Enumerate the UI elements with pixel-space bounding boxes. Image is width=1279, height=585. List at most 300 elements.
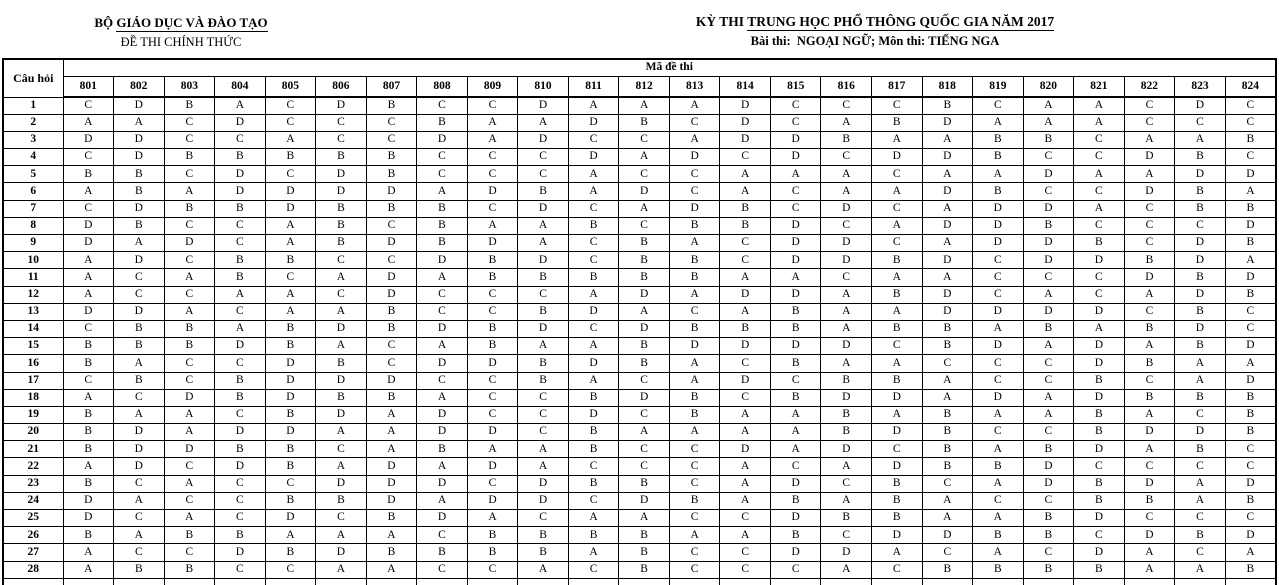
answer-cell: D [770, 217, 821, 234]
answer-cell: B [316, 200, 367, 217]
answer-cell: B [568, 441, 619, 458]
answer-cell: B [619, 475, 670, 492]
answer-cell: C [215, 492, 266, 509]
exam-code-header: 806 [316, 76, 367, 97]
answer-row [3, 389, 1276, 406]
answer-row [3, 406, 1276, 423]
answer-cell: B [366, 510, 417, 527]
answer-cell: B [872, 286, 923, 303]
answer-cell: B [1225, 131, 1276, 148]
answer-cell: C [1225, 97, 1276, 114]
answer-cell: C [1175, 406, 1226, 423]
answer-cell: C [518, 166, 569, 183]
answer-cell: D [164, 441, 215, 458]
answer-cell: B [1074, 406, 1125, 423]
answer-cell: B [114, 372, 165, 389]
question-number-cell: 19 [3, 406, 63, 423]
answer-cell: A [1124, 286, 1175, 303]
answer-row [3, 200, 1276, 217]
answer-cell: B [568, 269, 619, 286]
answer-cell: B [366, 303, 417, 320]
answer-cell: C [1023, 269, 1074, 286]
answer-cell: C [265, 166, 316, 183]
answer-cell: A [63, 286, 114, 303]
answer-row [3, 114, 1276, 131]
answer-cell: D [417, 475, 468, 492]
answer-cell: B [1023, 510, 1074, 527]
answer-cell [568, 578, 619, 585]
answer-cell: C [872, 561, 923, 578]
answer-cell: C [619, 217, 670, 234]
answer-cell: A [922, 269, 973, 286]
question-number-cell: 17 [3, 372, 63, 389]
answer-cell: A [1124, 544, 1175, 561]
answer-cell: B [1175, 338, 1226, 355]
answer-cell [669, 578, 720, 585]
answer-cell: B [316, 492, 367, 509]
answer-cell: B [366, 97, 417, 114]
answer-cell: A [265, 235, 316, 252]
answer-cell: A [770, 424, 821, 441]
answer-cell: A [63, 389, 114, 406]
answer-cell: D [770, 544, 821, 561]
answer-cell: D [922, 252, 973, 269]
question-number-cell: 3 [3, 131, 63, 148]
answer-cell: C [417, 286, 468, 303]
answer-cell: A [872, 406, 923, 423]
answer-cell: D [215, 166, 266, 183]
answer-cell: B [417, 544, 468, 561]
answer-cell: B [821, 406, 872, 423]
answer-cell: C [1023, 355, 1074, 372]
answer-cell: B [619, 269, 670, 286]
answer-cell [164, 578, 215, 585]
answer-cell: C [1225, 458, 1276, 475]
answer-cell: B [669, 269, 720, 286]
answer-cell: D [366, 235, 417, 252]
answer-cell: A [973, 320, 1024, 337]
answer-cell: D [720, 114, 771, 131]
answer-cell: D [467, 355, 518, 372]
exam-code-header: 810 [518, 76, 569, 97]
answer-cell: C [770, 372, 821, 389]
answer-cell: C [417, 303, 468, 320]
answer-cell: C [518, 406, 569, 423]
answer-cell: C [770, 114, 821, 131]
answer-cell: B [669, 217, 720, 234]
answer-cell: C [215, 217, 266, 234]
answer-cell: C [720, 510, 771, 527]
answer-cell: B [114, 338, 165, 355]
answer-cell: D [316, 406, 367, 423]
question-number-cell: 2 [3, 114, 63, 131]
answer-cell: C [973, 372, 1024, 389]
answer-cell: D [568, 114, 619, 131]
answer-cell: B [1023, 561, 1074, 578]
answer-cell: A [1175, 372, 1226, 389]
answer-cell: A [720, 424, 771, 441]
answer-cell: B [467, 320, 518, 337]
answer-cell: A [669, 372, 720, 389]
exam-code-header: 822 [1124, 76, 1175, 97]
answer-cell: B [770, 303, 821, 320]
answer-cell: B [164, 97, 215, 114]
answer-cell: D [770, 510, 821, 527]
answer-cell: C [922, 475, 973, 492]
exam-code-group-header: Mã đề thi [63, 59, 1276, 76]
answer-cell: D [63, 235, 114, 252]
answer-cell: B [1074, 475, 1125, 492]
answer-cell: A [821, 561, 872, 578]
answer-row [3, 166, 1276, 183]
cut-off-row [3, 578, 1276, 585]
answer-cell: C [872, 338, 923, 355]
answer-cell: D [417, 355, 468, 372]
answer-cell: D [114, 424, 165, 441]
answer-cell: B [1225, 406, 1276, 423]
answer-cell: C [1124, 458, 1175, 475]
answer-cell: C [467, 149, 518, 166]
answer-cell: A [872, 355, 923, 372]
answer-cell: C [467, 166, 518, 183]
answer-cell: A [872, 183, 923, 200]
answer-cell: D [720, 286, 771, 303]
answer-row [3, 561, 1276, 578]
answer-cell: A [265, 527, 316, 544]
answer-cell [922, 578, 973, 585]
answer-cell: C [114, 286, 165, 303]
answer-cell: B [518, 183, 569, 200]
question-column-header: Câu hỏi [3, 59, 63, 97]
answer-cell: D [417, 424, 468, 441]
answer-cell: D [366, 183, 417, 200]
answer-cell: A [1175, 131, 1226, 148]
answer-cell: C [619, 406, 670, 423]
question-number-cell: 28 [3, 561, 63, 578]
answer-cell: A [366, 424, 417, 441]
answer-cell: B [720, 217, 771, 234]
answer-cell: A [215, 286, 266, 303]
answer-cell [114, 578, 165, 585]
answer-row [3, 320, 1276, 337]
answer-cell: C [973, 269, 1024, 286]
answer-cell: D [922, 527, 973, 544]
answer-cell: B [114, 183, 165, 200]
answer-cell: A [63, 252, 114, 269]
answer-cell: D [770, 131, 821, 148]
answer-cell: B [568, 389, 619, 406]
answer-cell: C [63, 372, 114, 389]
answer-cell [1225, 578, 1276, 585]
answer-cell: A [872, 303, 923, 320]
answer-cell: D [568, 303, 619, 320]
answer-cell [770, 578, 821, 585]
answer-cell: D [114, 458, 165, 475]
answer-cell: C [417, 372, 468, 389]
answer-cell: A [164, 183, 215, 200]
answer-cell: A [1124, 406, 1175, 423]
answer-cell: B [417, 235, 468, 252]
answer-cell: A [1124, 166, 1175, 183]
answer-cell: B [1225, 561, 1276, 578]
answer-cell: C [518, 286, 569, 303]
answer-cell: B [63, 406, 114, 423]
answer-cell: D [467, 424, 518, 441]
answer-cell: B [872, 320, 923, 337]
answer-cell: A [669, 355, 720, 372]
answer-cell: D [518, 320, 569, 337]
answer-cell: B [1225, 424, 1276, 441]
answer-cell: C [114, 269, 165, 286]
answer-cell: A [973, 544, 1024, 561]
answer-cell: A [63, 114, 114, 131]
answer-cell: D [770, 286, 821, 303]
answer-cell: B [619, 235, 670, 252]
answer-cell: C [619, 372, 670, 389]
answer-cell: A [821, 320, 872, 337]
answer-cell: C [872, 166, 923, 183]
answer-cell: D [215, 114, 266, 131]
answer-cell: C [164, 355, 215, 372]
answer-cell: B [417, 114, 468, 131]
answer-cell: A [316, 424, 367, 441]
answer-cell: C [1023, 183, 1074, 200]
answer-cell: C [821, 475, 872, 492]
answer-cell: D [872, 149, 923, 166]
answer-cell: A [821, 492, 872, 509]
answer-cell: D [922, 217, 973, 234]
answer-cell: B [265, 544, 316, 561]
answer-cell: C [720, 389, 771, 406]
exam-title [640, 13, 1110, 30]
answer-cell: C [568, 252, 619, 269]
answer-cell: C [669, 510, 720, 527]
answer-cell: C [417, 149, 468, 166]
answer-cell: C [1175, 510, 1226, 527]
answer-cell: D [1225, 217, 1276, 234]
answer-cell: B [922, 441, 973, 458]
answer-cell: B [366, 544, 417, 561]
answer-cell: D [922, 286, 973, 303]
answer-cell: C [973, 252, 1024, 269]
answer-cell: C [720, 355, 771, 372]
answer-cell: B [316, 149, 367, 166]
answer-cell [265, 578, 316, 585]
answer-cell: A [63, 561, 114, 578]
answer-row [3, 269, 1276, 286]
answer-cell: C [669, 441, 720, 458]
answer-cell: B [366, 149, 417, 166]
answer-table [2, 58, 1277, 585]
answer-cell: C [973, 492, 1024, 509]
answer-cell: D [1175, 235, 1226, 252]
answer-cell: D [1124, 475, 1175, 492]
answer-cell: B [619, 252, 670, 269]
answer-cell: B [215, 200, 266, 217]
exam-subtitle: Bài thi: NGOẠI NGỮ; Môn thi: TIẾNG NGA [750, 34, 1000, 48]
answer-cell: A [63, 269, 114, 286]
answer-cell: C [215, 510, 266, 527]
answer-cell: B [669, 320, 720, 337]
answer-cell: C [316, 252, 367, 269]
answer-cell: A [215, 97, 266, 114]
answer-cell: B [973, 149, 1024, 166]
answer-cell: C [366, 217, 417, 234]
exam-code-header: 820 [1023, 76, 1074, 97]
answer-cell: A [872, 217, 923, 234]
answer-cell: D [720, 97, 771, 114]
answer-cell: C [265, 114, 316, 131]
answer-cell: A [114, 235, 165, 252]
answer-cell: C [568, 492, 619, 509]
answer-cell: B [215, 252, 266, 269]
answer-cell: A [1175, 355, 1226, 372]
answer-cell: D [1074, 544, 1125, 561]
answer-cell: D [619, 320, 670, 337]
answer-cell: B [872, 114, 923, 131]
answer-table-wrap [2, 58, 1277, 585]
answer-cell: C [467, 303, 518, 320]
answer-cell: D [265, 183, 316, 200]
answer-cell: C [669, 303, 720, 320]
question-number-cell: 5 [3, 166, 63, 183]
answer-cell: B [1175, 303, 1226, 320]
answer-cell: C [821, 269, 872, 286]
answer-cell: D [669, 200, 720, 217]
answer-cell: A [215, 320, 266, 337]
answer-cell: A [720, 183, 771, 200]
answer-cell: A [1124, 561, 1175, 578]
answer-cell: B [973, 527, 1024, 544]
answer-cell: D [872, 458, 923, 475]
answer-cell: D [720, 372, 771, 389]
answer-cell: B [114, 166, 165, 183]
answer-cell: B [114, 217, 165, 234]
answer-cell: A [720, 475, 771, 492]
answer-row [3, 424, 1276, 441]
answer-cell: C [1074, 149, 1125, 166]
answer-cell: C [619, 441, 670, 458]
answer-cell: C [720, 544, 771, 561]
answer-cell: A [821, 166, 872, 183]
answer-cell: A [417, 338, 468, 355]
question-number-cell: 11 [3, 269, 63, 286]
answer-cell: C [467, 286, 518, 303]
answer-cell: B [63, 441, 114, 458]
answer-cell [366, 578, 417, 585]
answer-cell: C [720, 252, 771, 269]
answer-cell: C [973, 97, 1024, 114]
answer-cell: B [1124, 355, 1175, 372]
answer-cell: C [518, 149, 569, 166]
answer-cell [619, 578, 670, 585]
answer-cell: D [619, 183, 670, 200]
answer-cell: A [922, 389, 973, 406]
answer-cell: C [1023, 372, 1074, 389]
answer-cell: D [568, 355, 619, 372]
answer-cell: D [770, 149, 821, 166]
answer-cell: D [1175, 166, 1226, 183]
answer-cell: B [821, 424, 872, 441]
answer-cell: A [114, 527, 165, 544]
answer-row [3, 217, 1276, 234]
answer-cell: A [619, 424, 670, 441]
answer-cell: A [669, 286, 720, 303]
question-number-cell: 27 [3, 544, 63, 561]
answer-cell: B [770, 492, 821, 509]
answer-row [3, 97, 1276, 114]
exam-code-header: 824 [1225, 76, 1276, 97]
answer-cell: B [1225, 235, 1276, 252]
answer-cell: B [1175, 149, 1226, 166]
question-number-cell: 15 [3, 338, 63, 355]
answer-cell: D [872, 424, 923, 441]
answer-cell: C [1175, 114, 1226, 131]
answer-cell: D [1074, 252, 1125, 269]
answer-cell: A [1023, 389, 1074, 406]
answer-cell: B [467, 544, 518, 561]
answer-cell: D [467, 235, 518, 252]
answer-cell [417, 578, 468, 585]
answer-cell: D [114, 97, 165, 114]
answer-row [3, 286, 1276, 303]
answer-cell: A [720, 269, 771, 286]
answer-cell: B [265, 320, 316, 337]
answer-cell: A [467, 131, 518, 148]
answer-cell: A [720, 492, 771, 509]
answer-cell: C [164, 166, 215, 183]
answer-cell: A [821, 183, 872, 200]
answer-cell: C [1023, 149, 1074, 166]
answer-cell: C [467, 200, 518, 217]
answer-cell: C [1124, 372, 1175, 389]
answer-cell: B [265, 406, 316, 423]
answer-cell: B [669, 406, 720, 423]
answer-cell: B [518, 527, 569, 544]
answer-cell: C [821, 97, 872, 114]
answer-cell: C [1074, 217, 1125, 234]
question-number-cell: 14 [3, 320, 63, 337]
answer-cell: A [164, 510, 215, 527]
exam-code-header: 808 [417, 76, 468, 97]
answer-cell: B [518, 355, 569, 372]
answer-cell: B [770, 527, 821, 544]
answer-cell: A [619, 97, 670, 114]
answer-cell: C [1124, 510, 1175, 527]
answer-cell: D [1175, 97, 1226, 114]
answer-cell: B [265, 252, 316, 269]
answer-cell: B [215, 372, 266, 389]
exam-code-header: 817 [872, 76, 923, 97]
answer-cell: B [619, 114, 670, 131]
answer-cell: D [1175, 424, 1226, 441]
answer-row [3, 355, 1276, 372]
answer-cell: B [619, 527, 670, 544]
answer-cell: C [872, 97, 923, 114]
answer-cell: D [720, 441, 771, 458]
answer-cell: A [973, 114, 1024, 131]
answer-cell: A [1225, 544, 1276, 561]
answer-cell: D [63, 510, 114, 527]
answer-cell: A [164, 406, 215, 423]
answer-cell: D [1124, 149, 1175, 166]
answer-cell: A [1023, 338, 1074, 355]
answer-cell: C [164, 544, 215, 561]
answer-cell: D [821, 389, 872, 406]
answer-cell: A [114, 114, 165, 131]
answer-cell: A [973, 406, 1024, 423]
answer-cell: D [821, 544, 872, 561]
